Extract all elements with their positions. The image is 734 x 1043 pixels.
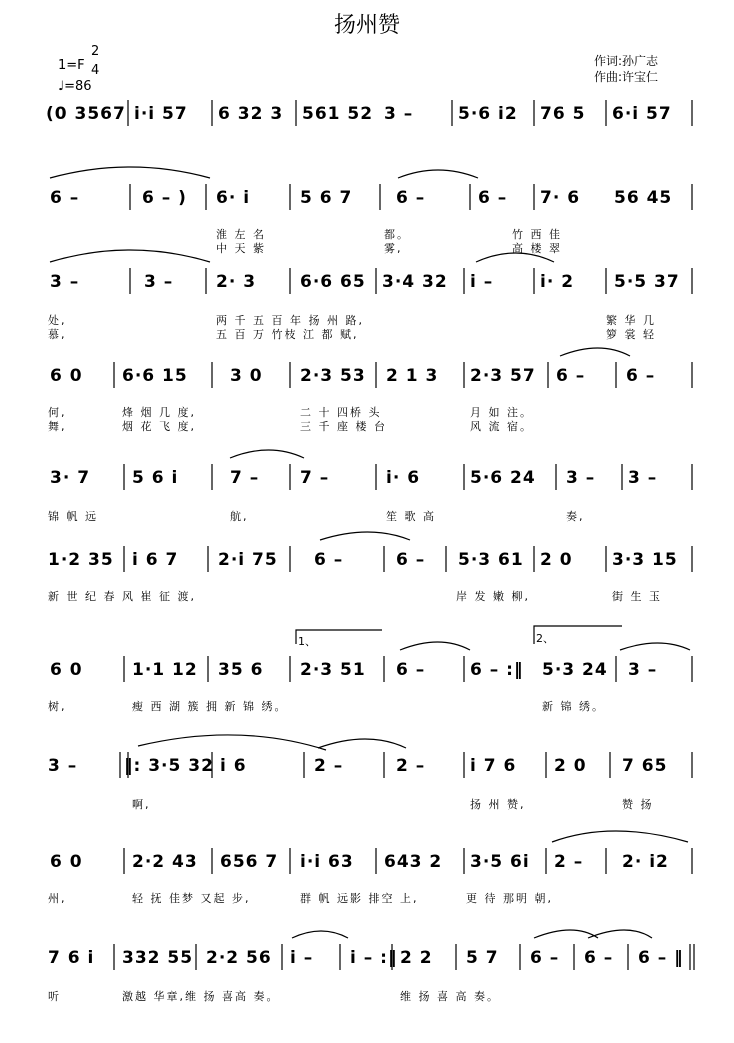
measure: 656 7 [220, 852, 279, 872]
measure: 7 6 i [48, 948, 95, 968]
measure: 6 – [626, 366, 656, 386]
lyric-segment: 风 流 宿。 [470, 420, 533, 433]
measure: 6 – [478, 188, 508, 208]
measure: 3· 7 [50, 468, 91, 488]
lyric-segment: 听 [48, 990, 61, 1003]
measure: 3 – [566, 468, 596, 488]
measure: 332 55 [122, 948, 194, 968]
lyric-segment: 慕, [48, 328, 67, 341]
measure: 6 – [396, 188, 426, 208]
measure: 6 – [50, 188, 80, 208]
first-ending-label: 1、 [298, 635, 316, 648]
measure: 5·6 24 [470, 468, 536, 488]
measure: 3 – [628, 468, 658, 488]
measure: i 6 7 [132, 550, 179, 570]
measure: 3 – [48, 756, 78, 776]
measure: 2·2 43 [132, 852, 198, 872]
measure: 5 6 i [132, 468, 179, 488]
lyric-segment: 三 千 座 楼 台 [300, 420, 387, 433]
measure: 2·3 57 [470, 366, 536, 386]
measure: i 6 [220, 756, 247, 776]
key-signature: 1=F [58, 58, 85, 73]
measure: 6·6 65 [300, 272, 366, 292]
lyric-segment: 轻 抚 佳梦 又起 步, [132, 892, 251, 905]
measure: 6 – [396, 660, 426, 680]
measure: 6·6 15 [122, 366, 188, 386]
measure: 6 – [314, 550, 344, 570]
measure: 7 – [300, 468, 330, 488]
score-line-7 [46, 660, 696, 690]
measure: i· 2 [540, 272, 575, 292]
lyric-segment: 竹 西 佳 [512, 228, 562, 241]
composer-credit: 作曲:许宝仁 [594, 70, 659, 84]
lyric-segment: 中 天 紫 [216, 242, 266, 255]
score-line-2 [46, 188, 696, 218]
measure: 6 32 3 [218, 104, 284, 124]
second-ending-label: 2、 [536, 632, 554, 645]
lyric-segment: 烟 花 飞 度, [122, 420, 196, 433]
measure: 56 45 [614, 188, 673, 208]
lyric-segment: 舞, [48, 420, 67, 433]
lyric-segment: 二 十 四桥 头 [300, 406, 382, 419]
tempo-marking: ♩=86 [58, 79, 92, 94]
measure: 3 – [384, 104, 414, 124]
measure: 2 – [554, 852, 584, 872]
song-title: 扬州赞 [333, 13, 400, 38]
lyric-segment: 处, [48, 314, 67, 327]
measure: 3 – [50, 272, 80, 292]
score-line-10 [46, 948, 696, 978]
lyric-segment: 街 生 玉 [612, 590, 662, 603]
measure: 2·3 51 [300, 660, 366, 680]
measure: 5·6 i2 [458, 104, 518, 124]
measure: 643 2 [384, 852, 443, 872]
measure: i – :‖ [350, 948, 398, 968]
lyricist-credit: 作词:孙广志 [594, 54, 659, 68]
score-line-9 [46, 852, 696, 882]
measure: 5·5 37 [614, 272, 680, 292]
measure: 1·2 35 [48, 550, 114, 570]
lyric-segment: 烽 烟 几 度, [122, 406, 196, 419]
measure: 6·i 57 [612, 104, 672, 124]
score-line-4 [46, 366, 696, 396]
measure: 6 0 [50, 366, 83, 386]
score-line-1 [46, 104, 696, 134]
lyric-segment: 啊, [132, 798, 151, 811]
lyric-segment: 两 千 五 百 年 扬 州 路, [216, 314, 364, 327]
lyric-segment: 月 如 注。 [470, 406, 533, 419]
lyric-segment: 岸 发 嫩 柳, [456, 590, 530, 603]
measure: 1·1 12 [132, 660, 198, 680]
measure: i·i 57 [134, 104, 188, 124]
lyric-segment: 扬 州 赞, [470, 798, 526, 811]
measure: 6 – [584, 948, 614, 968]
measure: 2·2 56 [206, 948, 272, 968]
measure: 35 6 [218, 660, 264, 680]
measure: 2· 3 [216, 272, 257, 292]
measure: 7 65 [622, 756, 668, 776]
lyric-segment: 群 帆 远影 排空 上, [300, 892, 419, 905]
lyric-segment: 繁 华 几 [606, 314, 656, 327]
score-line-8 [46, 756, 696, 786]
measure: 3·5 6i [470, 852, 530, 872]
measure: 7· 6 [540, 188, 581, 208]
lyric-segment: 锦 帆 远 [48, 510, 98, 523]
measure: 5 7 [466, 948, 499, 968]
measure: i – [470, 272, 494, 292]
measure: 6 – ) [142, 188, 187, 208]
lyric-segment: 新 世 纪 春 风 崔 征 渡, [48, 590, 196, 603]
score-line-3 [46, 272, 696, 302]
measure: i·i 63 [300, 852, 354, 872]
lyric-segment: 都。 [384, 228, 410, 241]
lyric-segment: 笙 歌 高 [386, 510, 436, 523]
time-signature-bottom: 4 [91, 63, 100, 78]
measure: 2 – [396, 756, 426, 776]
lyric-segment: 何, [48, 406, 67, 419]
measure: i 7 6 [470, 756, 517, 776]
measure: 2·i 75 [218, 550, 278, 570]
measure: i· 6 [386, 468, 421, 488]
measure: i – [290, 948, 314, 968]
measure: 5 6 7 [300, 188, 353, 208]
lyric-segment: 赞 扬 [622, 798, 654, 811]
lyric-segment: 五 百 万 竹枝 江 都 赋, [216, 328, 359, 341]
lyric-segment: 高 楼 翠 [512, 242, 562, 255]
measure: 3 – [628, 660, 658, 680]
lyric-segment: 雾, [384, 242, 403, 255]
lyric-segment: 激越 华章,维 扬 喜高 奏。 [122, 990, 280, 1003]
measure: 2 1 3 [386, 366, 439, 386]
measure: 6 – :‖ [470, 660, 524, 680]
lyric-segment: 维 扬 喜 高 奏。 [400, 990, 500, 1003]
measure: 5·3 24 [542, 660, 608, 680]
lyric-segment: 箩 裳 轻 [606, 328, 656, 341]
measure: 76 5 [540, 104, 586, 124]
measure: 6 0 [50, 660, 83, 680]
score-line-6 [46, 550, 696, 580]
lyric-segment: 树, [48, 700, 67, 713]
measure: 2 – [314, 756, 344, 776]
lyric-segment: 新 锦 绣。 [542, 700, 605, 713]
measure: 6 – [396, 550, 426, 570]
score-line-5 [46, 468, 696, 498]
measure: 2 2 [400, 948, 433, 968]
measure: 6 – ‖ [638, 948, 684, 968]
lyric-segment: 更 待 那明 朝, [466, 892, 553, 905]
lyric-segment: 瘦 西 湖 簇 拥 新 锦 绣。 [132, 700, 288, 713]
measure: 2 0 [540, 550, 573, 570]
measure: 3 0 [230, 366, 263, 386]
time-signature-top: 2 [91, 44, 100, 59]
lyric-segment: 奏, [566, 510, 585, 523]
measure: ‖: 3·5 32 [124, 756, 214, 776]
lyric-segment: 淮 左 名 [216, 228, 266, 241]
measure: 5·3 61 [458, 550, 524, 570]
measure: 3·3 15 [612, 550, 678, 570]
measure: 3·4 32 [382, 272, 448, 292]
measure: 7 – [230, 468, 260, 488]
lyric-segment: 州, [48, 892, 67, 905]
measure: 2·3 53 [300, 366, 366, 386]
measure: 2· i2 [622, 852, 669, 872]
measure: 6 – [530, 948, 560, 968]
lyric-segment: 航, [230, 510, 249, 523]
measure: 561 52 [302, 104, 374, 124]
measure: 2 0 [554, 756, 587, 776]
measure: 3 – [144, 272, 174, 292]
measure: (0 3567 [46, 104, 126, 124]
measure: 6· i [216, 188, 251, 208]
measure: 6 0 [50, 852, 83, 872]
measure: 6 – [556, 366, 586, 386]
